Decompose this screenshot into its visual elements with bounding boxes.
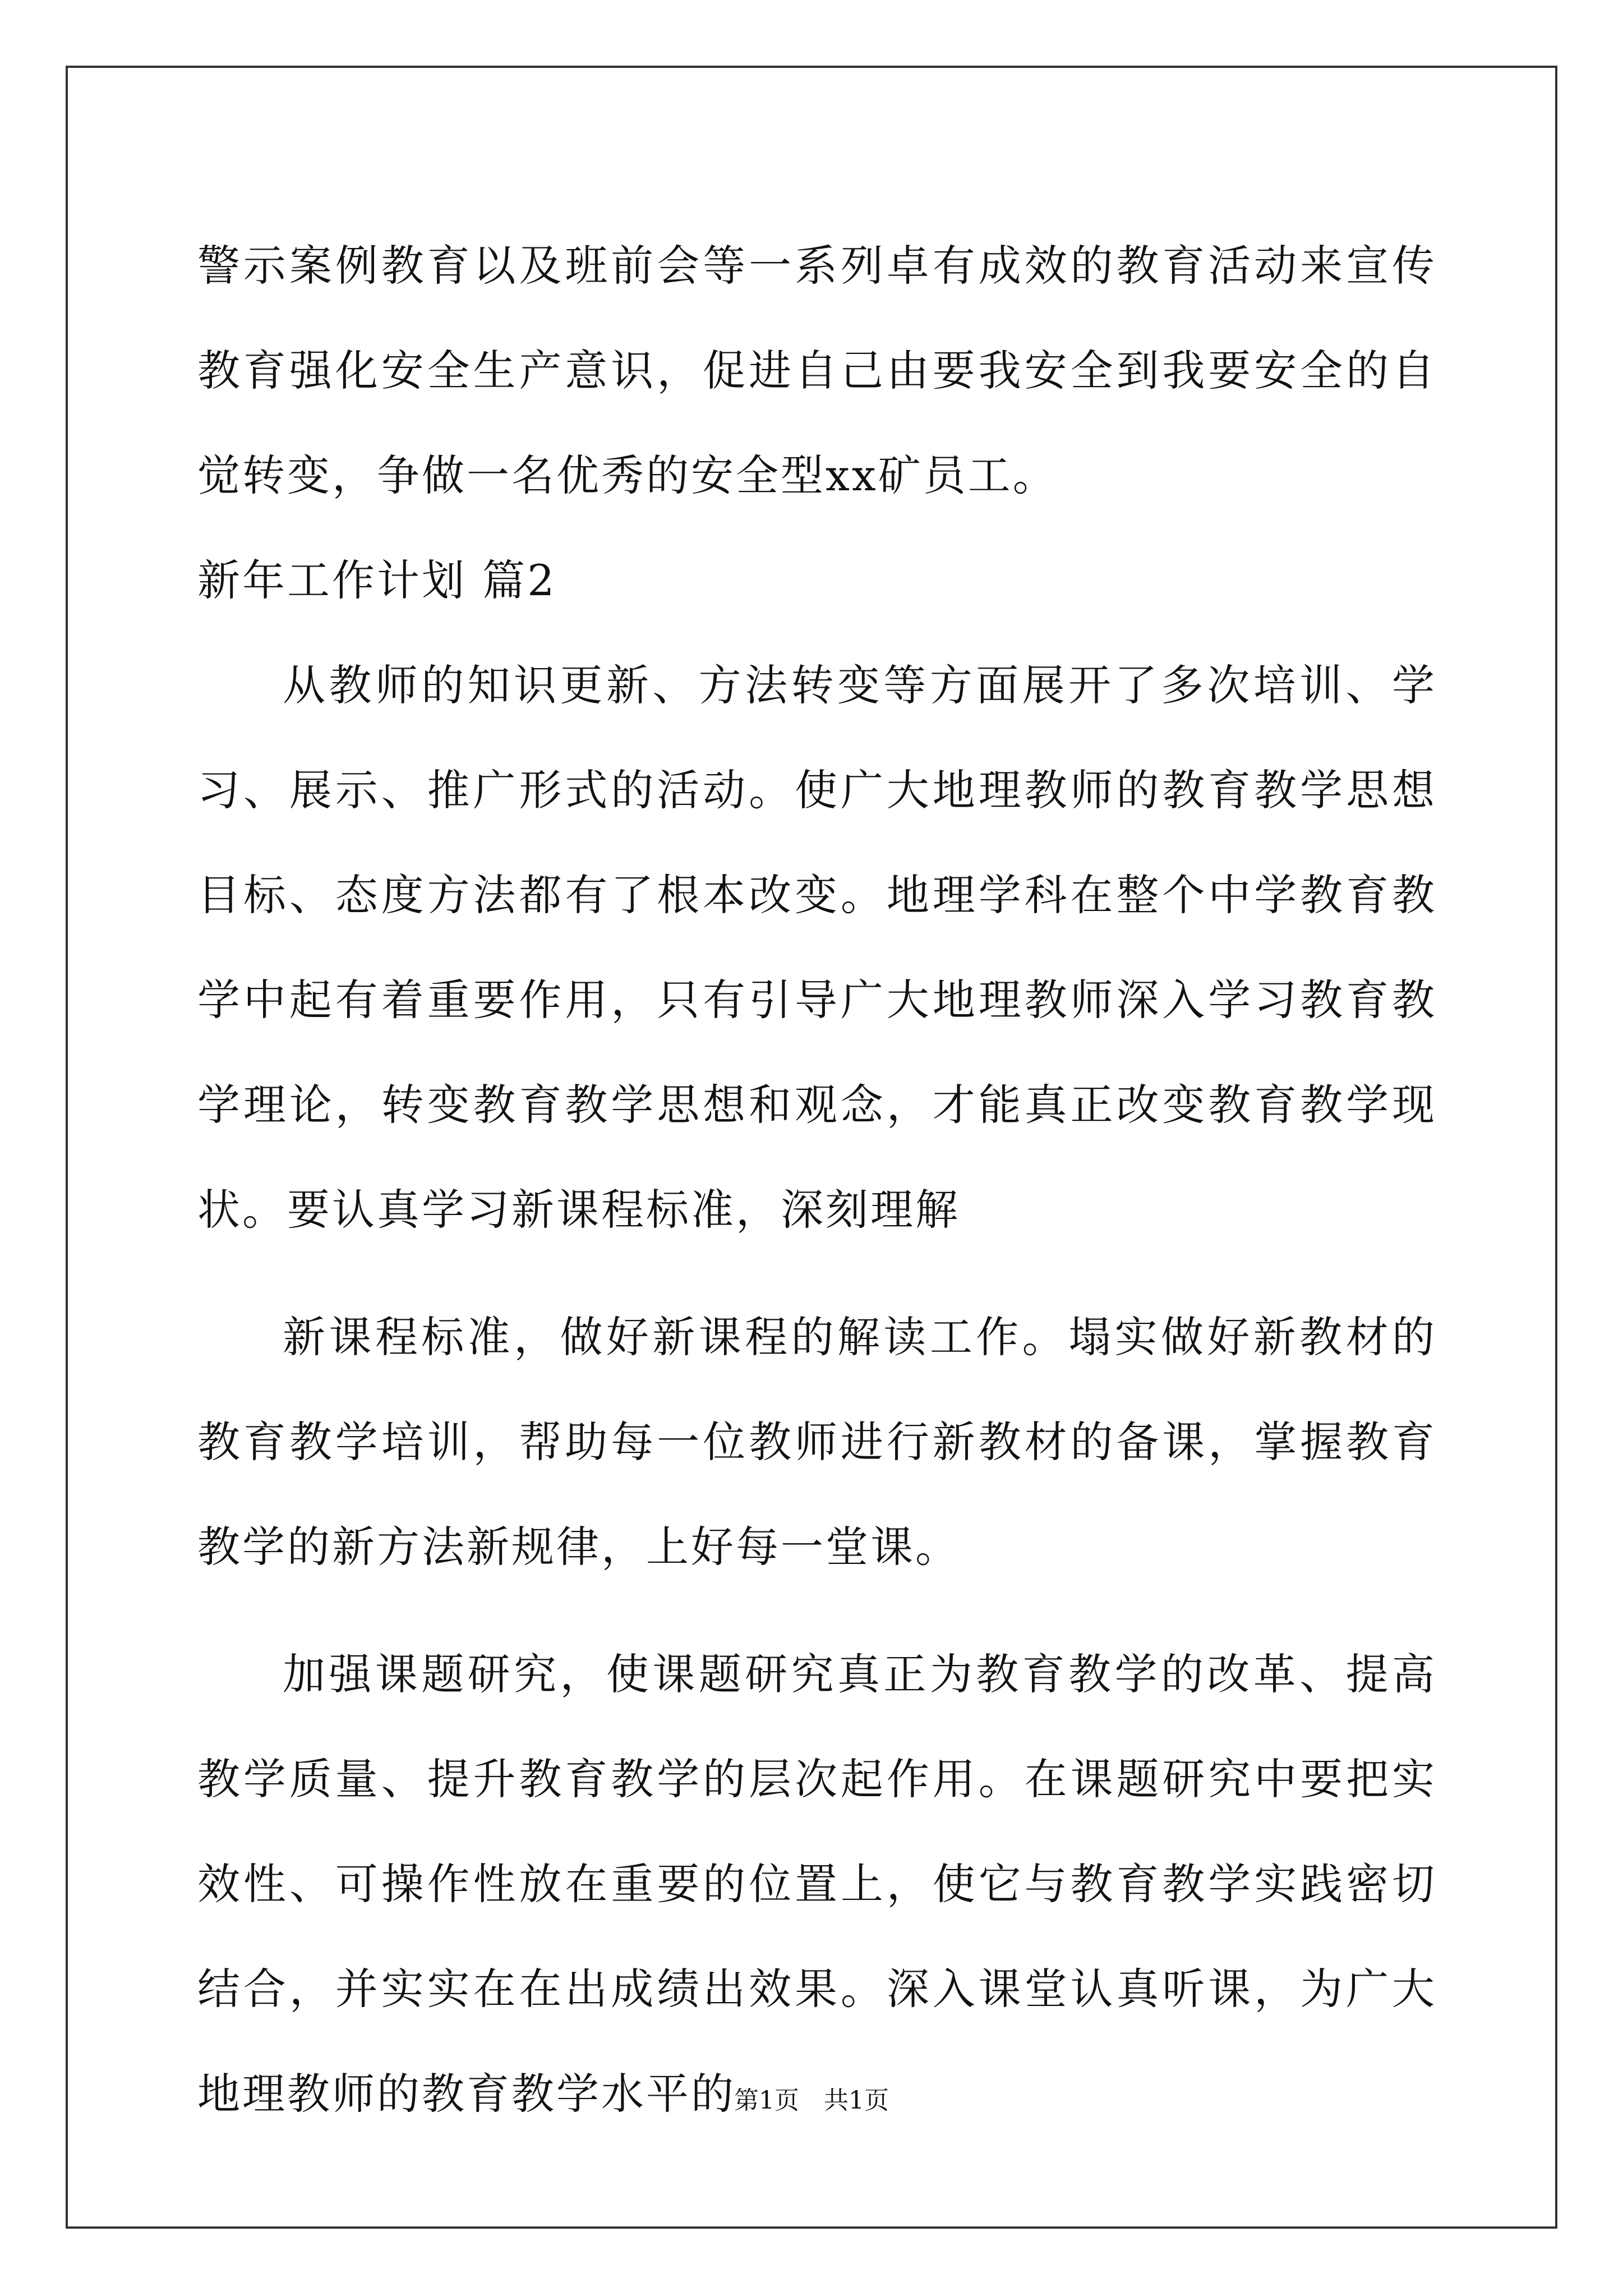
paragraph-3: 新课程标准，做好新课程的解读工作。塌实做好新教材的教育教学培训，帮助每一位教师进行新教材的备课，掌握教育教学的新方法新规律，上好每一堂课。 <box>197 1312 1437 1572</box>
paragraph-4: 加强课题研究，使课题研究真正为教育教学的改革、提高教学质量、提升教育教学的层次起作用。在课题研究中要把实效性、可操作性放在重要的位置上，使它与教育教学实践密切结合，并实实在在出成绩出效果。深入课堂认真听课，为广大地理教师的教育教学水平的 <box>197 1649 1437 2119</box>
page-footer: 第1页 共1页 <box>734 2086 889 2115</box>
paragraph-1: 警示案例教育以及班前会等一系列卓有成效的教育活动来宣传教育强化安全生产意识，促进自己由要我安全到我要安全的自觉转变，争做一名优秀的安全型xx矿员工。 <box>197 241 1437 500</box>
section-heading: 新年工作计划 篇2 <box>197 555 557 605</box>
paragraph-2: 从教师的知识更新、方法转变等方面展开了多次培训、学习、展示、推广形式的活动。使广大地理教师的教育教学思想目标、态度方法都有了根本改变。地理学科在整个中学教育教学中起有着重要作用，只有引导广大地理教师深入学习教育教学理论，转变教育教学思想和观念，才能真正改变教育教学现状。要认真学习新课程标准，深刻理解 <box>197 660 1437 1235</box>
document-body <box>197 213 1437 2146</box>
